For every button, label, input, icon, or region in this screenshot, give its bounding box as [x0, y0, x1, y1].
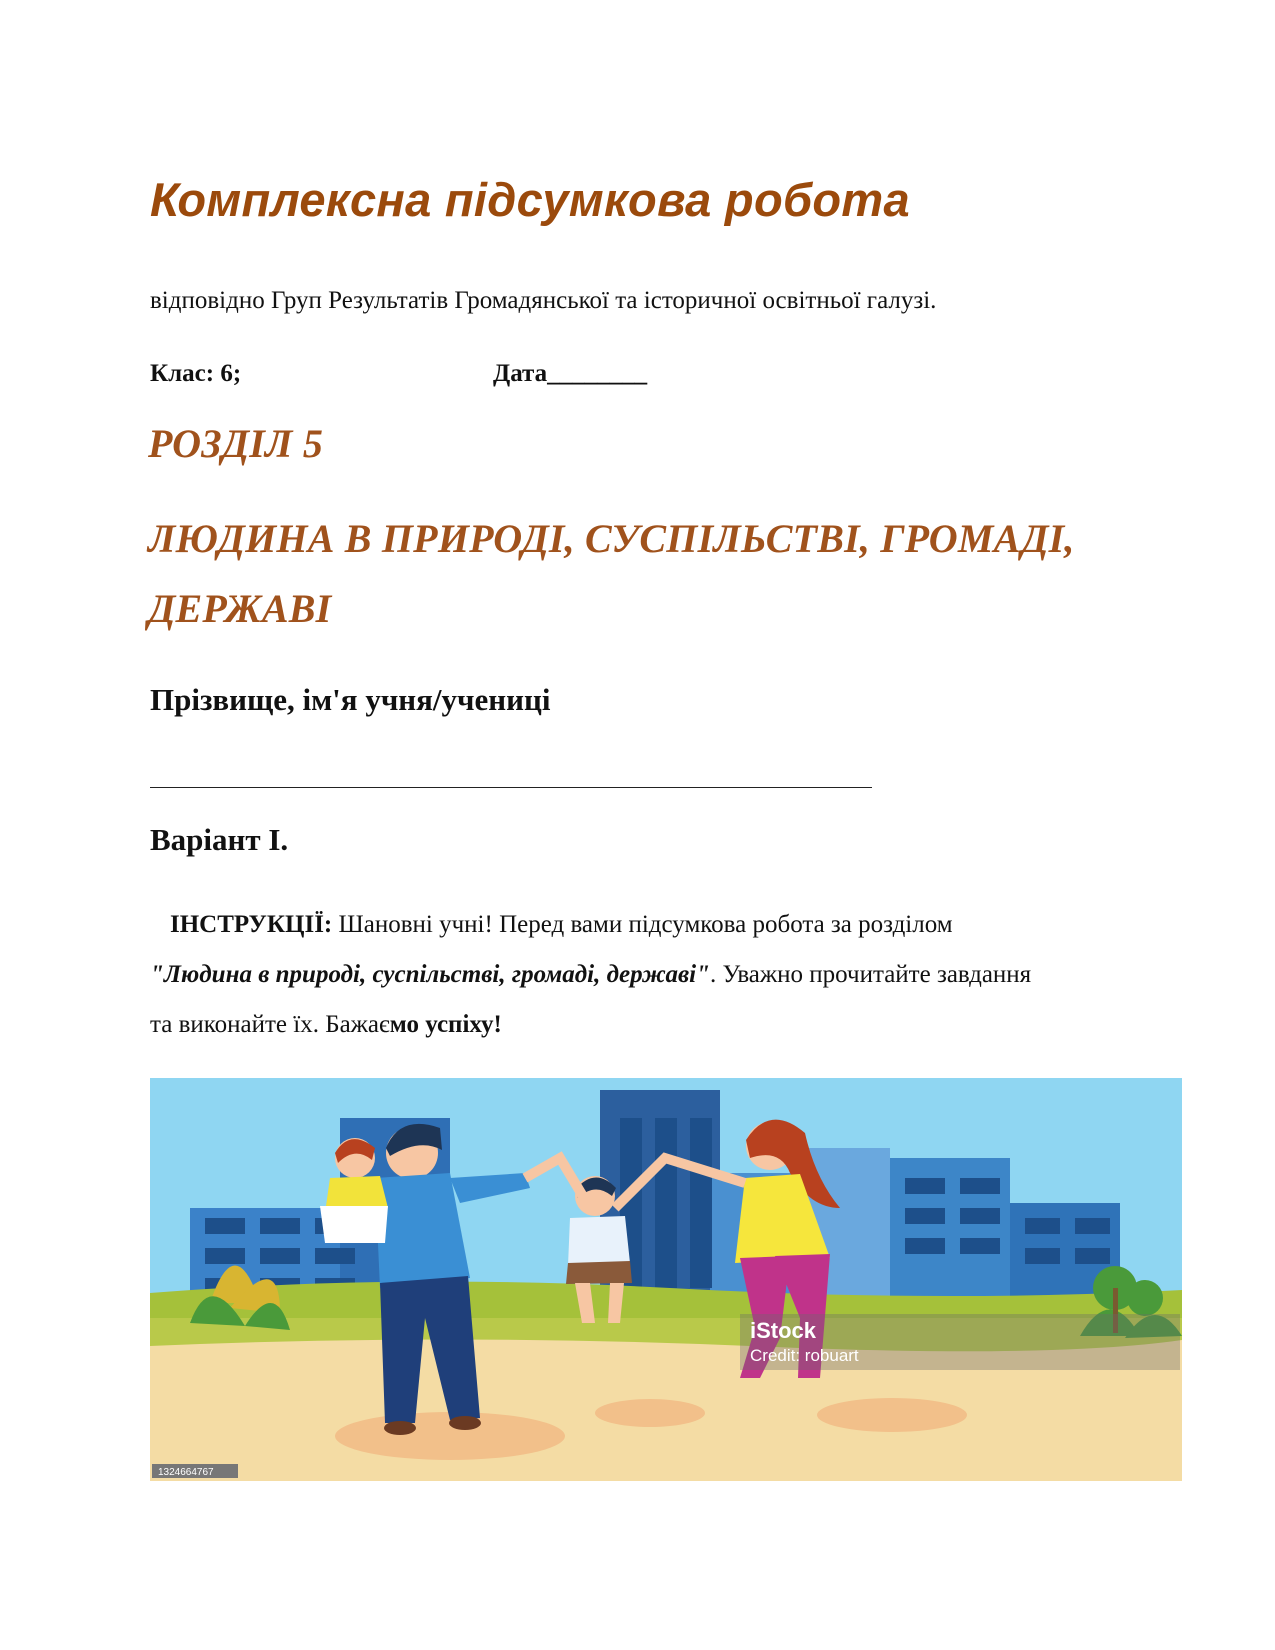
instructions-wish: мо успіху!	[389, 1011, 502, 1038]
section-number: РОЗДІЛ 5	[148, 421, 324, 466]
student-name-label: Прізвище, ім'я учня/учениці	[150, 682, 551, 717]
instructions-line-3	[150, 1000, 1190, 1050]
instructions-section-quote: "Людина в природі, суспільстві, громаді, державі"	[150, 961, 710, 988]
section-title-line2: ДЕРЖАВІ	[148, 586, 332, 631]
instructions-text-1: Шановні учні! Перед вами підсумкова робота за розділом	[332, 911, 953, 938]
instructions-text-2: . Уважно прочитайте завдання	[709, 961, 1032, 988]
class-label: Клас: 6;	[150, 360, 242, 387]
subtitle: відповідно Груп Результатів Громадянської та історичної освітньої галузі.	[150, 287, 937, 314]
instructions-line-2	[150, 950, 1190, 1000]
class-date-row	[150, 360, 648, 388]
student-name-line	[150, 787, 872, 788]
instructions-block	[150, 900, 1190, 1050]
section-title-line1: ЛЮДИНА В ПРИРОДІ, СУСПІЛЬСТВІ, ГРОМАДІ,	[148, 516, 1075, 561]
watermark-credit: Credit: robuart	[750, 1346, 859, 1365]
instructions-label: ІНСТРУКЦІЇ:	[170, 911, 333, 938]
instructions-line-1	[150, 900, 1190, 950]
variant-label: Варіант І.	[150, 822, 289, 857]
family-park-picture	[150, 1078, 1182, 1481]
date-field: Дата________	[493, 360, 648, 387]
istock-watermark	[740, 1314, 1180, 1370]
page-title: Комплексна підсумкова робота	[150, 173, 910, 226]
watermark-brand: iStock	[750, 1318, 817, 1343]
instructions-text-3: та виконайте їх. Бажає	[150, 1011, 390, 1038]
image-id: 1324664767	[158, 1467, 214, 1478]
family-illustration	[150, 1078, 1182, 1481]
